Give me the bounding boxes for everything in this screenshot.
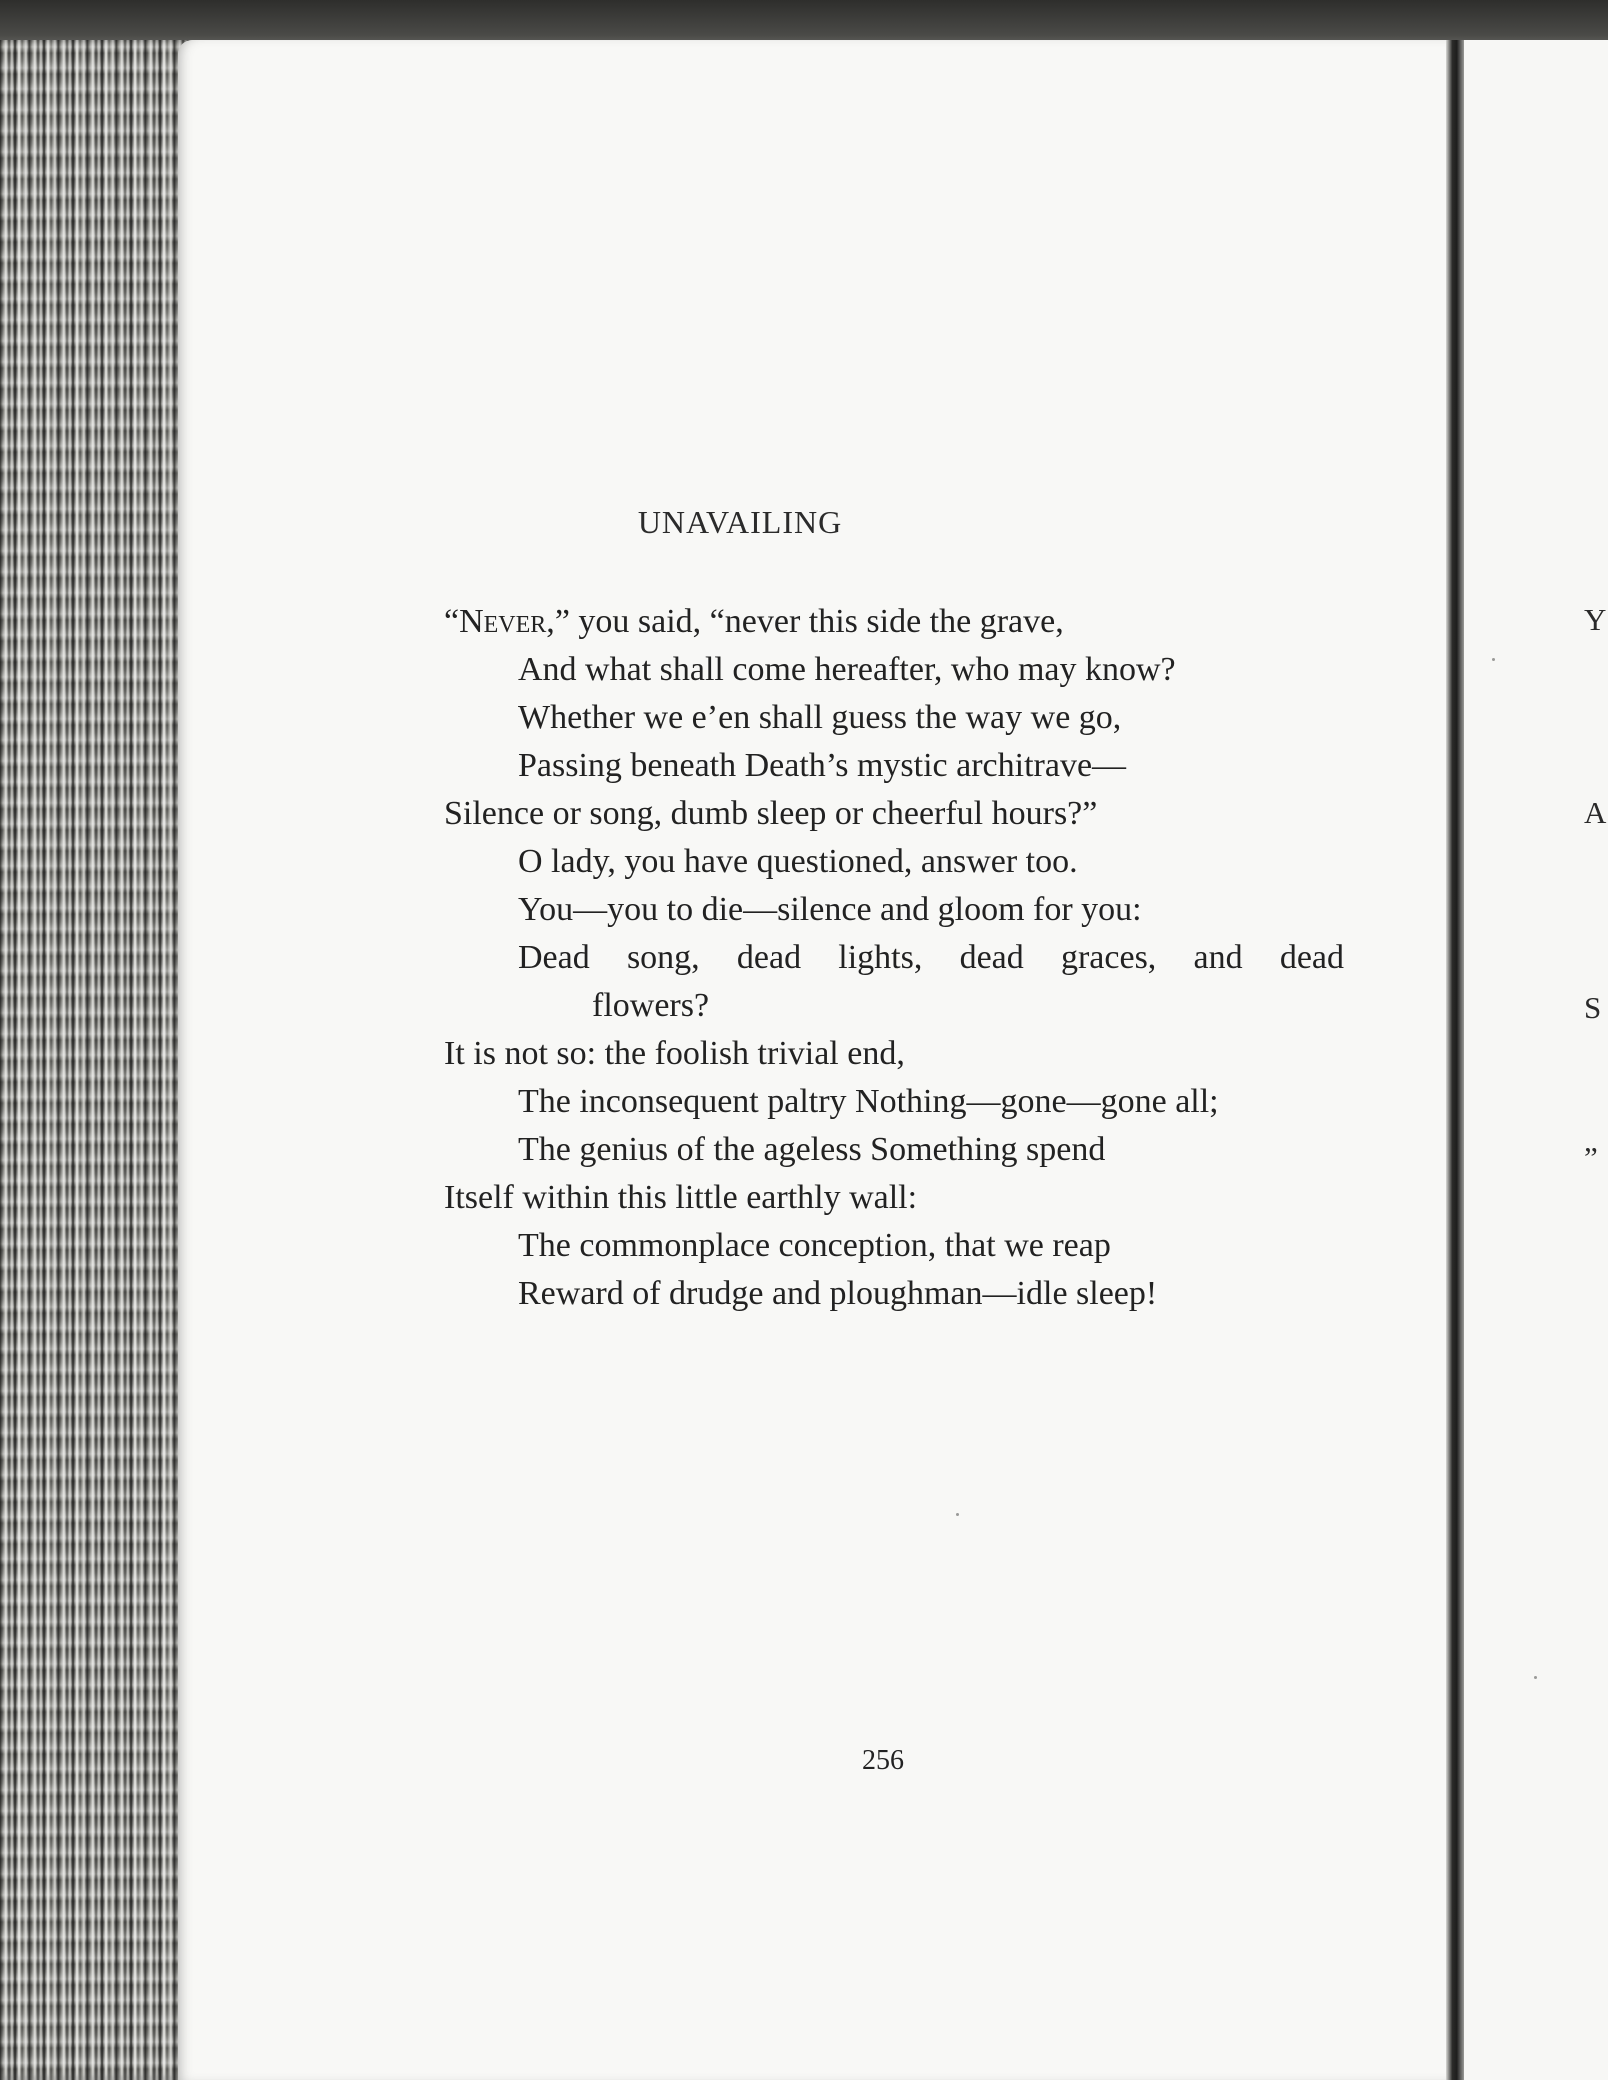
poem-line: Silence or song, dumb sleep or cheerful hours?”	[444, 795, 1098, 832]
poem-line: And what shall come hereafter, who may know?	[518, 651, 1176, 688]
page-number: 256	[862, 1745, 904, 1776]
poem-line: The inconsequent paltry Nothing—gone—gone all;	[518, 1083, 1219, 1120]
book-page-right	[1464, 40, 1608, 2080]
poem-line	[444, 598, 1344, 646]
poem-line: Itself within this little earthly wall:	[444, 1179, 918, 1216]
poem-line-text: Dead song, dead lights, dead graces, and dead	[518, 939, 1344, 976]
poem-line: You—you to die—silence and gloom for you:	[518, 891, 1142, 928]
paper-speck	[956, 1513, 959, 1516]
opening-line-rest: ” you said, “never this side the grave,	[554, 603, 1064, 640]
poem-line: It is not so: the foolish trivial end,	[444, 1035, 905, 1072]
facing-page-letter: Y	[1584, 602, 1607, 637]
paper-speck	[1492, 658, 1495, 661]
facing-page-letter: A	[1584, 795, 1607, 830]
poem-title: UNAVAILING	[637, 504, 843, 540]
poem-line: The commonplace conception, that we reap	[518, 1227, 1111, 1264]
poem-line-continuation: flowers?	[592, 987, 710, 1024]
opening-quote: “	[444, 603, 460, 640]
book-page-edge	[0, 40, 190, 2080]
poem-body	[444, 598, 1344, 1318]
book-gutter	[1446, 40, 1464, 2080]
poem-line: Passing beneath Death’s mystic architrave—	[518, 747, 1127, 784]
paper-speck	[1534, 1676, 1537, 1679]
facing-page-letter: ”	[1584, 1140, 1598, 1175]
poem-line: The genius of the ageless Something spend	[518, 1131, 1106, 1168]
poem-line: Whether we e’en shall guess the way we go,	[518, 699, 1122, 736]
poem-line: O lady, you have questioned, answer too.	[518, 843, 1078, 880]
facing-page-letter: S	[1584, 990, 1602, 1025]
opening-small-caps-word: Never,	[459, 603, 555, 640]
poem-line: Reward of drudge and ploughman—idle sleep!	[518, 1275, 1158, 1312]
poem-line	[444, 934, 1344, 982]
